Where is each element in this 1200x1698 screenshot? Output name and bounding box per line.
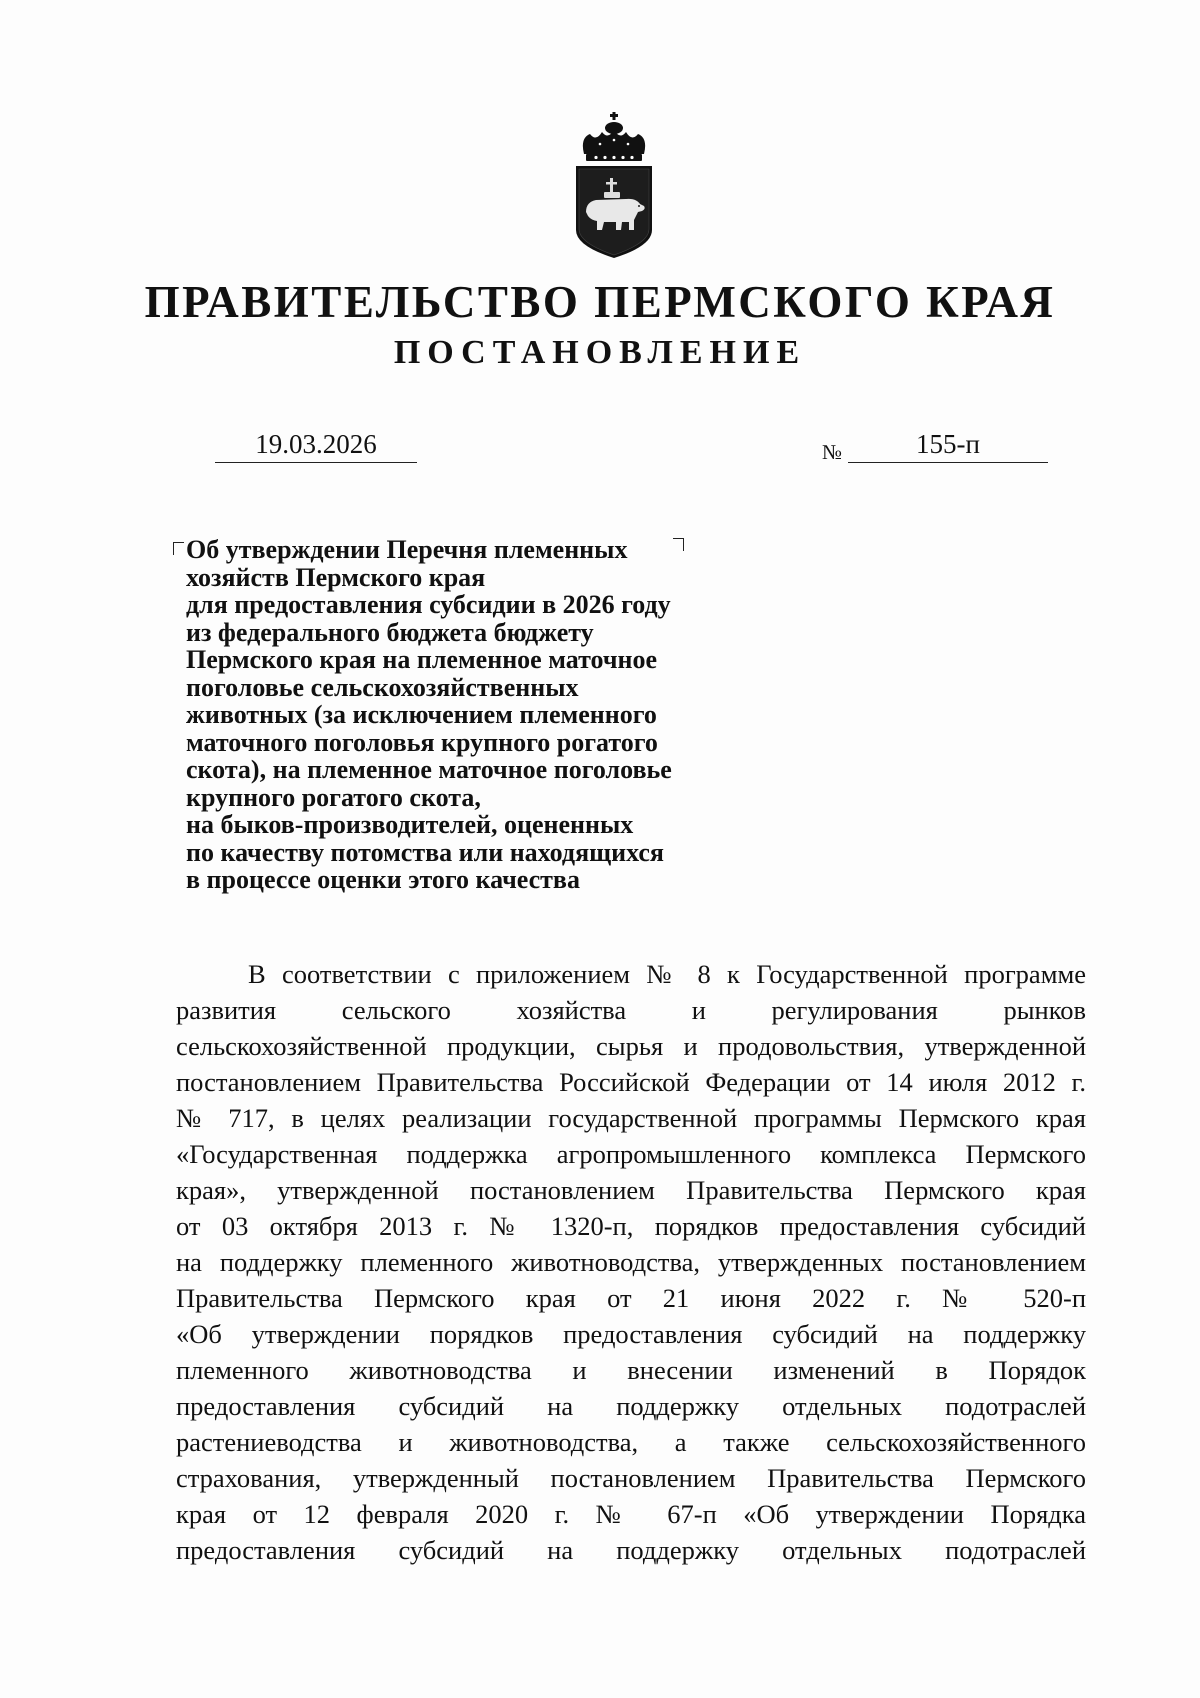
subject-line: Об утверждении Перечня племенных [186,535,628,564]
body-line: постановлением Правительства Российской Федерации от 14 июля 2012 г. [176,1067,1086,1097]
subject-line: крупного рогатого скота, [186,782,481,812]
subject-line: из федерального бюджета бюджету [186,617,594,647]
body-line: страхования, утвержденный постановлением Правительства Пермского [176,1463,1086,1493]
body-line: растениеводства и животноводства, а также сельскохозяйственного [176,1427,1086,1457]
subject-line: Пермского края на племенное маточное [186,645,658,674]
body-line: № 717, в целях реализации государственной программы Пермского края [176,1103,1086,1133]
body-line: сельскохозяйственной продукции, сырья и продовольствия, утвержденной [176,1031,1086,1061]
subject-line: хозяйств Пермского края [186,562,486,592]
body-line: на поддержку племенного животноводства, утвержденных постановлением [176,1247,1086,1277]
subject-line: скота), на племенное маточное поголовье [186,755,672,784]
body-line: племенного животноводства и внесении изменений в Порядок [176,1355,1086,1385]
body-line: края», утвержденной постановлением Правительства Пермского края [176,1175,1086,1205]
document-subject [186,536,746,894]
document-body [176,956,1086,1568]
body-line: «Государственная поддержка агропромышленного комплекса Пермского [176,1139,1086,1169]
subject-line: животных (за исключением племенного [186,700,657,729]
body-line: края от 12 февраля 2020 г. № 67-п «Об утверждении Порядка [176,1499,1086,1529]
number-sign: № [822,440,843,464]
subject-line: на быков-производителей, оцененных [186,810,634,839]
subject-line: поголовье сельскохозяйственных [186,672,579,702]
body-line: развития сельского хозяйства и регулирования рынков [176,995,1086,1025]
body-line: от 03 октября 2013 г. № 1320-п, порядков предоставления субсидий [176,1211,1086,1241]
subject-corner-left [173,542,184,555]
body-line: В соответствии с приложением № 8 к Государственной программе [248,959,1086,989]
subject-line: для предоставления субсидии в 2026 году [186,590,671,619]
document-type: ПОСТАНОВЛЕНИЕ [393,334,807,371]
coat-of-arms-icon [566,112,662,262]
body-line: предоставления субсидий на поддержку отдельных подотраслей [176,1391,1086,1421]
body-line: предоставления субсидий на поддержку отдельных подотраслей [176,1535,1086,1565]
subject-line: в процессе оценки этого качества [186,865,580,894]
document-date: 19.03.2026 [215,426,417,463]
body-line: «Об утверждении порядков предоставления субсидий на поддержку [176,1319,1086,1349]
subject-line: по качеству потомства или находящихся [186,837,664,867]
organization-title: ПРАВИТЕЛЬСТВО ПЕРМСКОГО КРАЯ [144,277,1056,327]
document-number: 155-п [848,426,1048,463]
body-line: Правительства Пермского края от 21 июня 2022 г. № 520-п [176,1283,1086,1313]
subject-line: маточного поголовья крупного рогатого [186,727,658,757]
